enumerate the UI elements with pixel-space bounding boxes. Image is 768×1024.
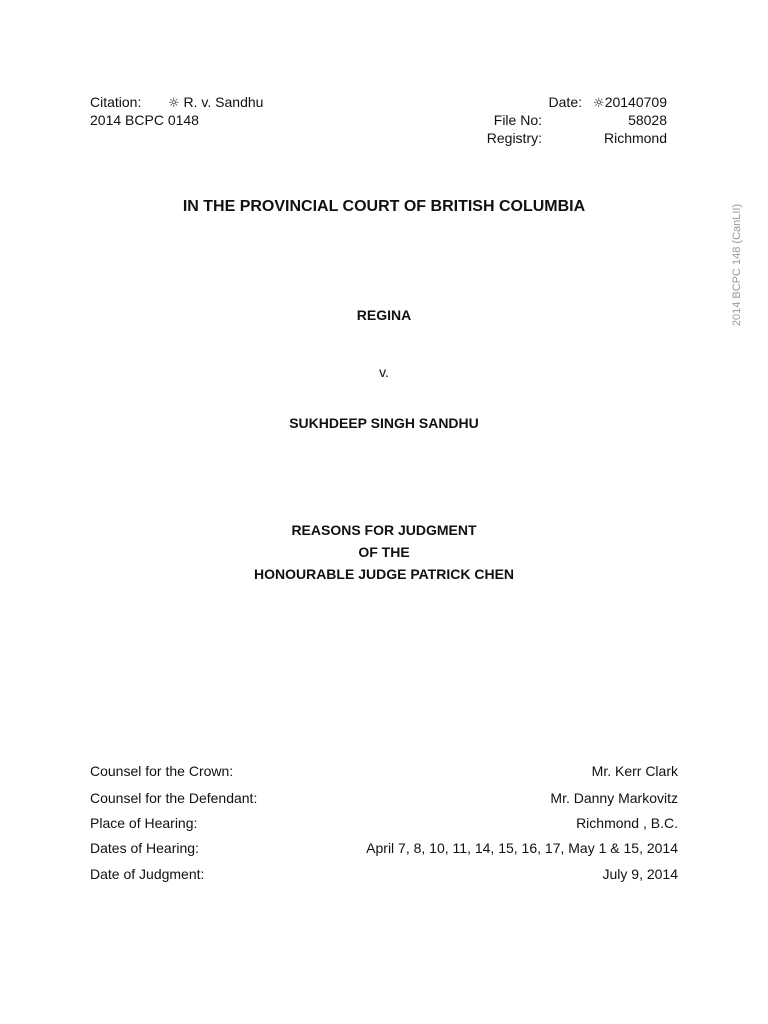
reasons-heading-line1: REASONS FOR JUDGMENT: [291, 522, 477, 538]
date-of-judgment-label: Date of Judgment:: [90, 866, 205, 882]
dates-of-hearing-value: April 7, 8, 10, 11, 14, 15, 16, 17, May 1 & 15, 2014: [366, 840, 678, 856]
court-title: IN THE PROVINCIAL COURT OF BRITISH COLUMBIA: [182, 198, 586, 215]
reasons-heading-line3: HONOURABLE JUDGE PATRICK CHEN: [253, 566, 515, 582]
plaintiff-name: REGINA: [356, 307, 412, 323]
crown-counsel-label: Counsel for the Crown:: [90, 763, 234, 779]
citation-value-group: [168, 94, 263, 111]
date-of-judgment-value: July 9, 2014: [602, 866, 678, 882]
defendant-name: SUKHDEEP SINGH SANDHU: [289, 415, 479, 431]
date-value: 20140709: [604, 94, 667, 110]
place-of-hearing-value: Richmond , B.C.: [576, 815, 678, 831]
citation-label: Citation:: [90, 94, 142, 110]
registry-label: Registry:: [486, 130, 542, 146]
reasons-heading-line2: OF THE: [358, 544, 410, 560]
file-number-value: 58028: [628, 112, 667, 128]
canlii-watermark: 2014 BCPC 148 (CanLII): [731, 203, 743, 327]
citation-reference: 2014 BCPC 0148: [90, 112, 199, 128]
versus-text: v.: [379, 364, 389, 380]
crown-counsel-value: Mr. Kerr Clark: [591, 763, 678, 779]
citation-value: R. v. Sandhu: [183, 94, 264, 110]
registry-value: Richmond: [603, 130, 667, 146]
date-label: Date:: [548, 94, 582, 110]
sun-icon: ☼: [168, 96, 180, 111]
defence-counsel-value: Mr. Danny Markovitz: [550, 790, 678, 806]
defence-counsel-label: Counsel for the Defendant:: [90, 790, 258, 806]
file-number-label: File No:: [493, 112, 542, 128]
place-of-hearing-label: Place of Hearing:: [90, 815, 198, 831]
sun-icon: ☼: [593, 96, 605, 111]
date-value-group: [593, 94, 667, 111]
dates-of-hearing-label: Dates of Hearing:: [90, 840, 199, 856]
